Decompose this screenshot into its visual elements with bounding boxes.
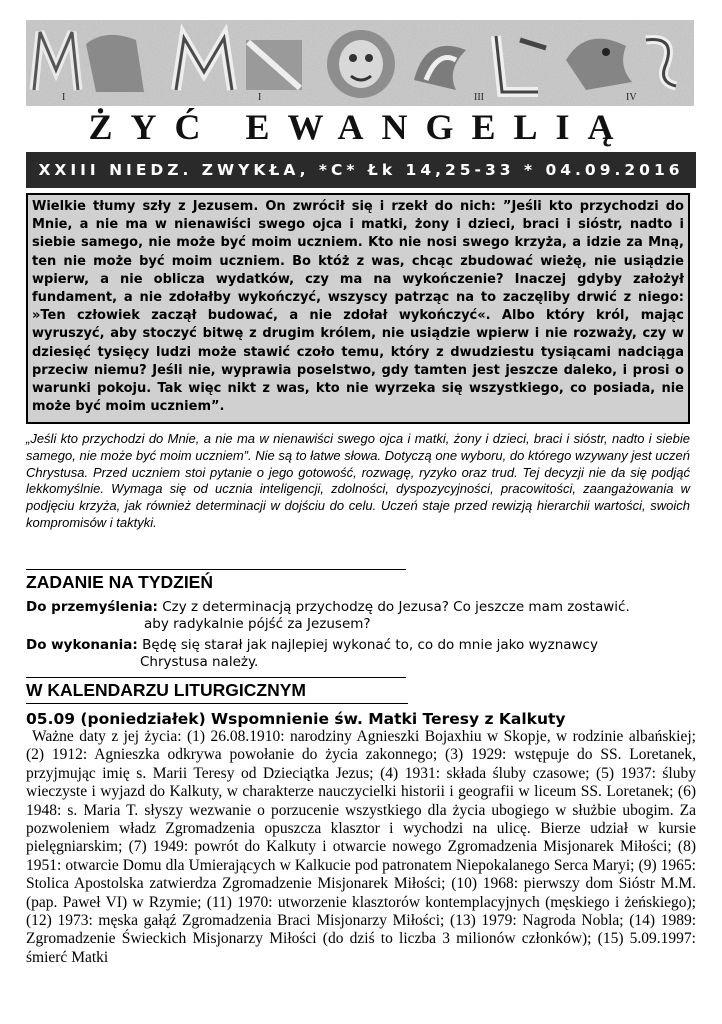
- task-do-text: Będę się starał jak najlepiej wykonać to, co do mnie jako wyznawcy: [142, 637, 598, 653]
- task-reflect-label: Do przemyślenia:: [26, 599, 158, 615]
- svg-text:I: I: [62, 92, 66, 103]
- calendar-divider: [26, 703, 408, 704]
- commentary: [26, 431, 690, 532]
- weekly-task-heading: ZADANIE NA TYDZIEŃ: [26, 569, 406, 593]
- svg-text:III: III: [474, 92, 484, 103]
- task-reflect-text-cont: aby radykalnie pójść za Jezusem?: [144, 616, 371, 632]
- banner-carved-letters-image: [26, 20, 694, 106]
- liturgical-date-bar: XXIII NIEDZ. ZWYKŁA, *C* Łk 14,25-33 * 04.09.2016: [26, 152, 696, 188]
- task-reflect-text: Czy z determinacją przychodzę do Jezusa? Co jeszcze mam zostawić.: [162, 599, 630, 615]
- gospel-reading-box: [26, 193, 690, 424]
- svg-text:IV: IV: [626, 92, 637, 103]
- task-do: [26, 637, 706, 671]
- calendar-body-text: Ważne daty z jej życia: (1) 26.08.1910: narodziny Agnieszki Bojaxhiu w Skopje, w rodzinie albańskiej; (2) 1912: Agnieszka odkrywa powołanie do życia zakonnego; (3) 1929: wstępuje do SS. Loretanek, przyjmując imię s. Marii Teresy od Dzieciątka Jezus; (4) 1931: składa śluby czasowe; (5) 1937: śluby wieczyste i wyjazd do Kalkuty, w charakterze nauczycielki historii i geografii w liceum SS. Loretanek; (6) 1948: s. Maria T. słyszy wezwanie o porzucenie wszystkiego dla życia ubogiego w służbie ubogim. Za pozwoleniem władz Zgromadzenia opuszcza klasztor i wychodzi na ulicę. Bierze udział w kursie pielęgniarskim; (7) 1949: powrót do Kalkuty i otwarcie nowego Zgromadzenia Misjonarek Miłości; (8) 1951: otwarcie Domu dla Umierających w Kalkucie pod patronatem Niepokalanego Serca Maryi; (9) 1965: Stolica Apostolska zatwierdza Zgromadzenie Misjonarek Miłości; (10) 1968: pierwszy dom Sióstr M.M. (pap. Paweł VI) w Rzymie; (11) 1970: utworzenie klasztorów kontemplacyjnych (męskiego i żeńskiego); (12) 1973: męska gałąź Zgromadzenia Braci Misjonarzy Miłości; (13) 1979: Nagroda Nobla; (14) 1989: Zgromadzenie Świeckich Misjonarzy Miłości (do dziś to liczba 3 milionów członków); (15) 5.09.1997: śmierć Matki: [26, 728, 696, 966]
- liturgical-calendar-heading: W KALENDARZU LITURGICZNYM: [26, 677, 406, 701]
- header-banner: [26, 20, 694, 106]
- svg-text:I: I: [258, 92, 262, 103]
- commentary-text: „Jeśli kto przychodzi do Mnie, a nie ma w nienawiści swego ojca i matki, żony i dzieci, braci i sióstr, nadto i siebie samego, nie może być moim uczniem”. Nie są to łatwe słowa. Dotyczą one wyboru, do którego wzywany jest uczeń Chrystusa. Przed uczniem stoi pytanie o jego gotowość, rozwagę, ryzyko oraz trud. Tej decyzji nie da się podjąć lekkomyślnie. Wymaga się od ucznia inteligencji, zdolności, dyspozycyjności, pracowitości, zaangażowania w podjęciu krzyża, jak również determinacji w dojściu do celu. Uczeń staje przed rewizją hierarchii wartości, swoich kompromisów i taktyki.: [26, 431, 690, 530]
- calendar-body: [26, 728, 696, 967]
- task-do-text-cont: Chrystusa należy.: [140, 654, 259, 670]
- gospel-text: Wielkie tłumy szły z Jezusem. On zwrócił się i rzekł do nich: ”Jeśli kto przychodzi do Mnie, a nie ma w nienawiści swego ojca i matki, żony i dzieci, braci i sióstr, nadto i siebie samego, nie może być moim uczniem. Kto nie nosi swego krzyża, a idzie za Mną, ten nie może być moim uczniem. Bo któż z was, chcąc zbudować wieżę, nie usiądzie wpierw, a nie oblicza wydatków, czy ma na wykończenie? Inaczej gdyby założył fundament, a nie zdołałby wykończyć, wszyscy patrząc na to zaczęliby drwić z niego: »Ten człowiek zaczął budować, a nie zdołał wykończyć«. Albo który król, mając wyruszyć, aby stoczyć bitwę z drugim królem, nie usiądzie wpierw i nie rozważy, czy w dziesięć tysięcy ludzi może stawić czoło temu, który z dwudziestu tysiącami nadciąga przeciw niemu? Jeśli nie, wyprawia poselstwo, gdy tamten jest jeszcze daleko, i prosi o warunki pokoju. Tak więc nikt z was, kto nie wyrzeka się wszystkiego, co posiada, nie może być moim uczniem”.: [32, 199, 684, 415]
- task-do-label: Do wykonania:: [26, 637, 138, 653]
- masthead-title: ŻYĆ EWANGELIĄ: [88, 107, 632, 147]
- calendar-day-title: 05.09 (poniedziałek) Wspomnienie św. Matki Teresy z Kalkuty: [26, 710, 566, 728]
- task-reflect: [26, 599, 706, 633]
